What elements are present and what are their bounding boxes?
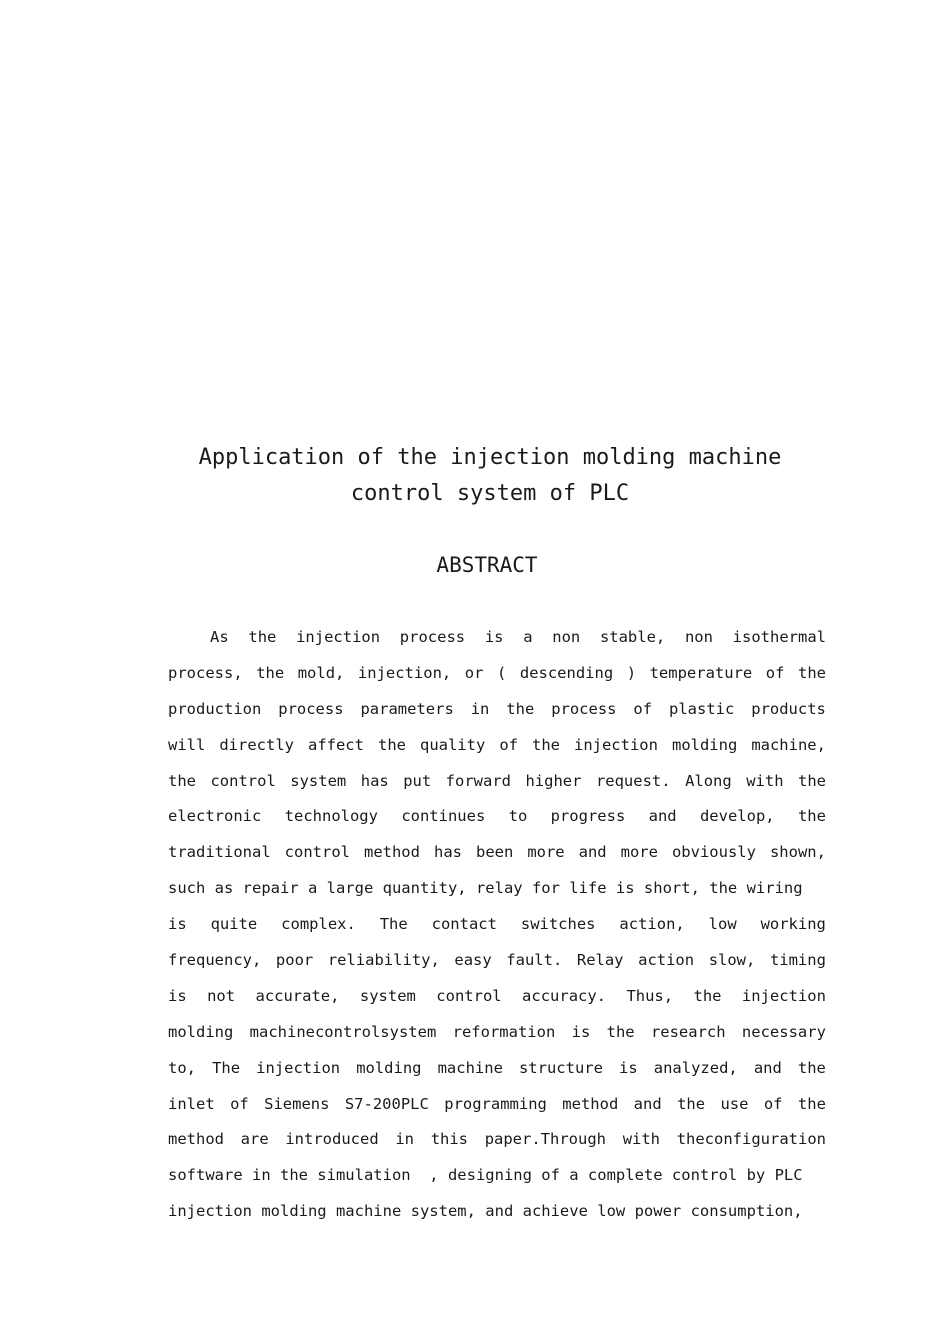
abstract-word: the xyxy=(797,1094,826,1113)
abstract-word: descending xyxy=(519,663,614,682)
abstract-word: in xyxy=(395,1130,415,1149)
abstract-word: control xyxy=(210,771,276,790)
abstract-word: production xyxy=(168,699,262,718)
abstract-word: ( xyxy=(496,663,507,682)
abstract-word: and xyxy=(648,807,677,826)
abstract-word: low xyxy=(708,915,737,934)
paper-title-line-1: Application of the injection molding machine xyxy=(198,445,782,470)
abstract-word: more xyxy=(527,843,565,862)
abstract-line xyxy=(168,835,826,871)
abstract-word: is xyxy=(571,1022,591,1041)
abstract-word: forward xyxy=(445,771,511,790)
abstract-word: Relay xyxy=(576,951,624,970)
abstract-word: paper.Through xyxy=(484,1130,607,1149)
abstract-word: shown, xyxy=(769,843,826,862)
abstract-word: S7-200PLC xyxy=(344,1094,429,1113)
abstract-word: higher xyxy=(525,771,582,790)
abstract-word: quite xyxy=(210,915,258,934)
abstract-word: accurate, xyxy=(255,986,340,1005)
abstract-word: not xyxy=(207,986,236,1005)
abstract-word: the xyxy=(168,771,196,790)
abstract-word: is xyxy=(168,986,187,1005)
abstract-word: reliability, xyxy=(327,951,440,970)
abstract-body xyxy=(168,620,826,1230)
abstract-word: the xyxy=(606,1022,635,1041)
abstract-word: necessary xyxy=(741,1022,826,1041)
abstract-word: is xyxy=(484,628,504,646)
abstract-line xyxy=(168,1194,826,1230)
abstract-word: the xyxy=(693,986,722,1005)
abstract-word: to xyxy=(508,807,528,826)
abstract-word: the xyxy=(677,1094,706,1113)
abstract-word: quality xyxy=(419,735,486,754)
abstract-line xyxy=(168,979,826,1015)
abstract-word: directly xyxy=(219,735,294,754)
abstract-word: of xyxy=(763,1094,783,1113)
abstract-word: a xyxy=(523,628,533,646)
abstract-word: injection xyxy=(296,628,381,646)
abstract-line xyxy=(168,1087,826,1123)
abstract-word: system xyxy=(359,986,416,1005)
abstract-word: with xyxy=(622,1130,661,1149)
abstract-line-text: injection molding machine system, and achieve low power consumption, xyxy=(168,1202,803,1221)
abstract-word: poor xyxy=(275,951,314,970)
abstract-word: injection xyxy=(256,1058,341,1077)
abstract-word: reformation xyxy=(452,1022,556,1041)
abstract-word: is xyxy=(619,1058,638,1077)
abstract-word: As xyxy=(210,628,229,646)
abstract-line xyxy=(168,620,826,656)
abstract-word: the xyxy=(248,628,277,646)
abstract-line xyxy=(168,692,826,728)
abstract-word: method xyxy=(562,1094,619,1113)
abstract-word: action xyxy=(638,951,695,970)
abstract-word: the xyxy=(377,735,406,754)
abstract-word: ) xyxy=(626,663,637,682)
abstract-word: electronic xyxy=(168,807,262,826)
abstract-word: analyzed, xyxy=(653,1058,738,1077)
abstract-word: the xyxy=(531,735,560,754)
abstract-word: control xyxy=(436,986,502,1005)
abstract-word: continues xyxy=(401,807,486,826)
abstract-word: and xyxy=(633,1094,662,1113)
abstract-word: contact xyxy=(431,915,497,934)
abstract-word: frequency, xyxy=(168,951,262,970)
abstract-word: molding xyxy=(356,1058,422,1077)
abstract-word: action, xyxy=(619,915,685,934)
abstract-word: switches xyxy=(520,915,596,934)
abstract-word: method xyxy=(363,843,420,862)
abstract-word: traditional xyxy=(168,843,271,862)
abstract-word: obviously xyxy=(671,843,756,862)
abstract-word: process xyxy=(278,699,344,718)
abstract-heading: ABSTRACT xyxy=(436,553,538,577)
abstract-word: with xyxy=(746,771,784,790)
abstract-line xyxy=(168,1015,826,1051)
abstract-word: The xyxy=(379,915,408,934)
abstract-line xyxy=(168,871,826,907)
abstract-word: will xyxy=(168,735,206,754)
abstract-word: more xyxy=(620,843,658,862)
abstract-word: has xyxy=(360,771,389,790)
abstract-word: machinecontrolsystem xyxy=(249,1022,437,1041)
abstract-word: fault. xyxy=(506,951,563,970)
abstract-line xyxy=(168,943,826,979)
abstract-word: mold, xyxy=(297,663,345,682)
abstract-word: Along xyxy=(685,771,732,790)
abstract-word: slow, xyxy=(708,951,756,970)
abstract-word: easy xyxy=(454,951,492,970)
abstract-line xyxy=(168,1122,826,1158)
abstract-word: and xyxy=(753,1058,782,1077)
abstract-word: the xyxy=(256,663,285,682)
abstract-word: this xyxy=(430,1130,469,1149)
abstract-word: stable, xyxy=(599,628,666,646)
abstract-word: of xyxy=(765,663,785,682)
abstract-word: structure xyxy=(518,1058,603,1077)
abstract-line xyxy=(168,907,826,943)
abstract-word: injection xyxy=(573,735,658,754)
abstract-line xyxy=(168,728,826,764)
abstract-word: accuracy. xyxy=(522,986,607,1005)
abstract-word: molding xyxy=(168,1022,234,1041)
paper-title-line-2: control system of PLC xyxy=(350,481,630,506)
abstract-word: technology xyxy=(284,807,378,826)
abstract-word: the xyxy=(797,663,826,682)
abstract-word: put xyxy=(403,771,432,790)
abstract-word: use xyxy=(720,1094,749,1113)
abstract-word: Thus, xyxy=(626,986,674,1005)
abstract-word: injection xyxy=(741,986,826,1005)
abstract-word: or xyxy=(464,663,484,682)
abstract-word: the xyxy=(506,699,535,718)
abstract-line xyxy=(168,1051,826,1087)
abstract-word: programming xyxy=(444,1094,547,1113)
abstract-word: affect xyxy=(307,735,364,754)
abstract-word: to, xyxy=(168,1058,196,1077)
abstract-word: injection, xyxy=(357,663,452,682)
abstract-word: the xyxy=(797,807,826,826)
abstract-word: machine xyxy=(437,1058,503,1077)
abstract-word: Siemens xyxy=(264,1094,330,1113)
abstract-word: plastic xyxy=(669,699,735,718)
abstract-line xyxy=(168,1158,826,1194)
abstract-word: non xyxy=(684,628,713,646)
abstract-word: timing xyxy=(769,951,826,970)
abstract-line xyxy=(168,656,826,692)
abstract-word: working xyxy=(760,915,826,934)
abstract-word: in xyxy=(470,699,490,718)
abstract-word: been xyxy=(475,843,514,862)
abstract-word: has xyxy=(433,843,462,862)
abstract-word: the xyxy=(797,1058,826,1077)
abstract-word: control xyxy=(284,843,350,862)
abstract-line-text: such as repair a large quantity, relay for life is short, the wiring xyxy=(168,879,803,898)
abstract-word: are xyxy=(240,1130,269,1149)
abstract-word: The xyxy=(212,1058,241,1077)
abstract-word: molding xyxy=(671,735,738,754)
abstract-word: of xyxy=(633,699,653,718)
abstract-word: progress xyxy=(550,807,626,826)
abstract-word: isothermal xyxy=(732,628,826,646)
abstract-word: request. xyxy=(595,771,671,790)
abstract-word: inlet xyxy=(168,1094,215,1113)
abstract-word: of xyxy=(499,735,518,754)
abstract-word: process xyxy=(399,628,466,646)
abstract-word: process xyxy=(551,699,617,718)
abstract-word: complex. xyxy=(281,915,356,934)
abstract-word: research xyxy=(650,1022,726,1041)
abstract-word: temperature xyxy=(649,663,753,682)
abstract-line xyxy=(168,764,826,800)
abstract-word: non xyxy=(552,628,581,646)
abstract-word: introduced xyxy=(285,1130,379,1149)
abstract-word: parameters xyxy=(360,699,454,718)
paper-title xyxy=(0,440,950,512)
abstract-word: and xyxy=(578,843,607,862)
abstract-word: system xyxy=(290,771,347,790)
abstract-word: process, xyxy=(168,663,243,682)
abstract-word: is xyxy=(168,915,187,934)
abstract-word: of xyxy=(230,1094,249,1113)
abstract-word: products xyxy=(751,699,826,718)
abstract-line xyxy=(168,799,826,835)
abstract-word: develop, xyxy=(699,807,775,826)
abstract-word: method xyxy=(168,1130,224,1149)
abstract-word: machine, xyxy=(751,735,826,754)
abstract-word: theconfiguration xyxy=(676,1130,826,1149)
abstract-line-text: software in the simulation , designing of a complete control by PLC xyxy=(168,1166,803,1185)
abstract-word: the xyxy=(798,771,826,790)
